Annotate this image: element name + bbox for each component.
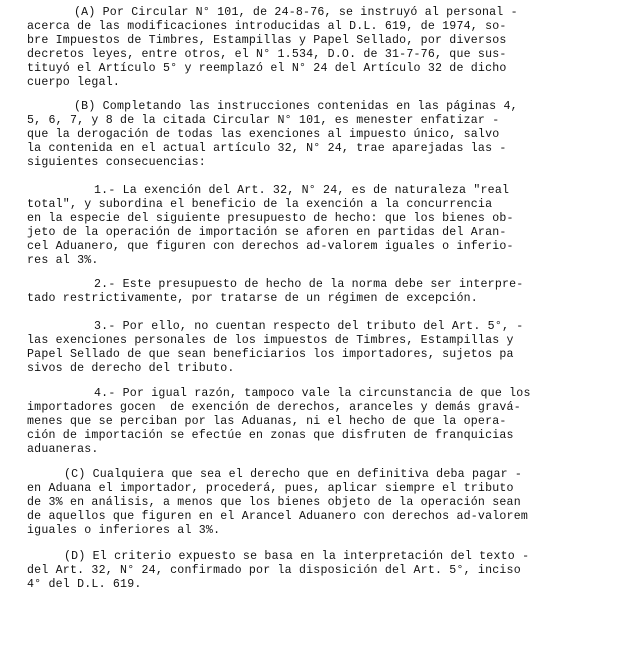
text-line: (C) Cualquiera que sea el derecho que en definitiva deba pagar - — [64, 468, 523, 481]
text-line: Papel Sellado de que sean beneficiarios los importadores, sujetos pa — [27, 348, 514, 361]
text-line: res al 3%. — [27, 254, 99, 267]
text-line: que la derogación de todas las exenciones al impuesto único, salvo — [27, 128, 500, 141]
text-line: 5, 6, 7, y 8 de la citada Circular N° 101, es menester enfatizar - — [27, 114, 500, 127]
text-line: 3.- Por ello, no cuentan respecto del tributo del Art. 5°, - — [94, 320, 524, 333]
text-line: (A) Por Circular N° 101, de 24-8-76, se instruyó al personal - — [74, 6, 518, 19]
text-line: decretos leyes, entre otros, el N° 1.534, D.O. de 31-7-76, que sus- — [27, 48, 507, 61]
text-line: total", y subordina el beneficio de la exención a la concurrencia — [27, 198, 493, 211]
text-line: de 3% en análisis, a menos que los bienes objeto de la operación sean — [27, 496, 521, 509]
text-line: bre Impuestos de Timbres, Estampillas y Papel Sellado, por diversos — [27, 34, 507, 47]
text-line: cel Aduanero, que figuren con derechos ad-valorem iguales o inferio- — [27, 240, 514, 253]
text-line: tado restrictivamente, por tratarse de un régimen de excepción. — [27, 292, 478, 305]
text-line: 1.- La exención del Art. 32, N° 24, es de naturaleza "real — [94, 184, 510, 197]
text-line: siguientes consecuencias: — [27, 156, 206, 169]
text-line: 2.- Este presupuesto de hecho de la norma debe ser interpre- — [94, 278, 524, 291]
text-line: ción de importación se efectúe en zonas que disfruten de franquicias — [27, 429, 514, 442]
text-line: jeto de la operación de importación se aforen en partidas del Aran- — [27, 226, 507, 239]
text-line: 4° del D.L. 619. — [27, 578, 142, 591]
text-line: sivos de derecho del tributo. — [27, 362, 235, 375]
text-line: (B) Completando las instrucciones contenidas en las páginas 4, — [74, 100, 518, 113]
text-line: acerca de las modificaciones introducidas al D.L. 619, de 1974, so- — [27, 20, 507, 33]
text-line: (D) El criterio expuesto se basa en la interpretación del texto - — [64, 550, 530, 563]
text-line: aduaneras. — [27, 443, 99, 456]
text-line: las exenciones personales de los impuestos de Timbres, Estampillas y — [27, 334, 514, 347]
text-line: del Art. 32, N° 24, confirmado por la disposición del Art. 5°, inciso — [27, 564, 521, 577]
text-line: menes que se perciban por las Aduanas, ni el hecho de que la opera- — [27, 415, 507, 428]
text-line: en Aduana el importador, procederá, pues, aplicar siempre el tributo — [27, 482, 514, 495]
text-line: en la especie del siguiente presupuesto de hecho: que los bienes ob- — [27, 212, 514, 225]
text-line: 4.- Por igual razón, tampoco vale la circunstancia de que los — [94, 387, 531, 400]
text-line: de aquellos que figuren en el Arancel Aduanero con derechos ad-valorem — [27, 510, 529, 523]
text-line: la contenida en el actual artículo 32, N° 24, trae aparejadas las - — [27, 142, 507, 155]
text-line: iguales o inferiores al 3%. — [27, 524, 221, 537]
text-line: importadores gocen de exención de derechos, aranceles y demás gravá- — [27, 401, 521, 414]
text-line: cuerpo legal. — [27, 76, 121, 89]
text-line: tituyó el Artículo 5° y reemplazó el N° 24 del Artículo 32 de dicho — [27, 62, 507, 75]
